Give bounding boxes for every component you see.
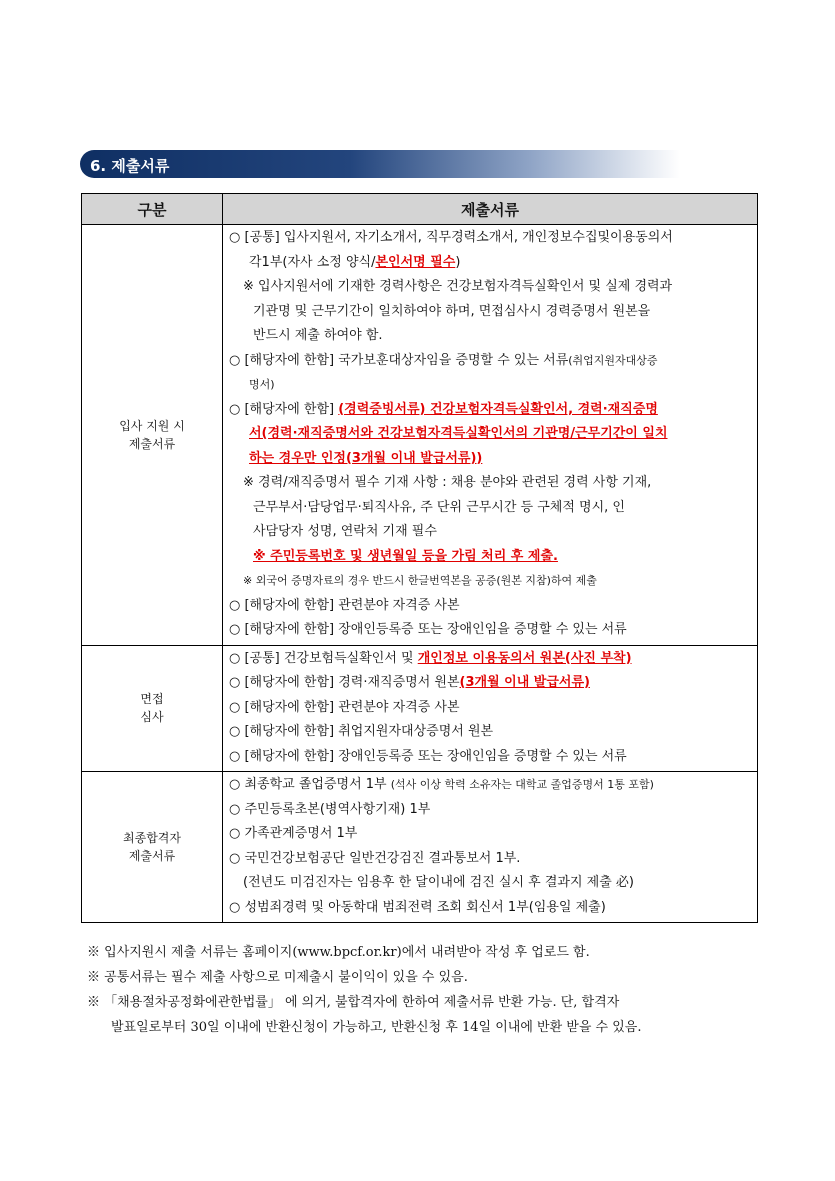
category-final: 최종합격자 제출서류	[82, 772, 223, 923]
list-item: 반드시 제출 하여야 함.	[253, 328, 383, 343]
header-category: 구분	[82, 194, 223, 225]
list-item: ○ [해당자에 한함] 국가보훈대상자임을 증명할 수 있는 서류(취업지원자대상증	[229, 352, 658, 368]
list-item: ※ 경력/재직증명서 필수 기재 사항 : 채용 분야와 관련된 경력 사항 기재,	[243, 475, 652, 490]
list-item: ○ 가족관계증명서 1부	[229, 826, 358, 841]
list-item: 명서)	[249, 378, 275, 391]
footnote: ※ 「채용절차공정화에관한법률」 에 의거, 불합격자에 한하여 제출서류 반환 가능. 단, 합격자	[87, 995, 620, 1010]
list-item: ○ 주민등록초본(병역사항기재) 1부	[229, 801, 431, 817]
list-item: ※ 주민등록번호 및 생년월일 등을 가림 처리 후 제출.	[253, 548, 558, 564]
footnote-continuation: 발표일로부터 30일 이내에 반환신청이 가능하고, 반환신청 후 14일 이내에 반환 받을 수 있음.	[111, 1020, 642, 1035]
footnote: ※ 공통서류는 필수 제출 사항으로 미제출시 불이익이 있을 수 있음.	[87, 970, 468, 985]
list-item: 각1부(자사 소정 양식/본인서명 필수)	[249, 254, 461, 270]
list-item: ○ 국민건강보험공단 일반건강검진 결과통보서 1부.	[229, 850, 521, 866]
list-item: 사담당자 성명, 연락처 기재 필수	[253, 524, 437, 539]
list-item: ○ [해당자에 한함] 관련분야 자격증 사본	[229, 597, 460, 613]
application-docs	[223, 225, 758, 646]
list-item: ○ 최종학교 졸업증명서 1부 (석사 이상 학력 소유자는 대학교 졸업증명서 1통 포함)	[229, 777, 654, 792]
list-item: (전년도 미검진자는 임용후 한 달이내에 검진 실시 후 결과지 제출 必)	[243, 875, 634, 890]
footnotes	[87, 940, 641, 1040]
list-item: ○ [해당자에 한함] (경력증빙서류) 건강보험자격득실확인서, 경력·재직증명	[229, 401, 658, 417]
category-application: 입사 지원 시 제출서류	[82, 225, 223, 646]
list-item: ○ [해당자에 한함] 경력·재직증명서 원본(3개월 이내 발급서류)	[229, 675, 590, 690]
list-item: 근무부서·담당업무·퇴직사유, 주 단위 근무시간 등 구체적 명시, 인	[253, 499, 625, 515]
list-item: ※ 입사지원서에 기재한 경력사항은 건강보험자격득실확인서 및 실제 경력과	[243, 279, 673, 294]
final-docs	[223, 772, 758, 923]
list-item: 서(경력·재직증명서와 건강보험자격득실확인서의 기관명/근무기간이 일치	[249, 426, 668, 441]
table-row	[82, 645, 758, 772]
list-item: 하는 경우만 인정(3개월 이내 발급서류))	[249, 450, 483, 466]
table-header-row	[82, 194, 758, 225]
table-row	[82, 772, 758, 923]
list-item: ○ [해당자에 한함] 취업지원자대상증명서 원본	[229, 724, 494, 739]
list-item: ○ [해당자에 한함] 장애인등록증 또는 장애인임을 증명할 수 있는 서류	[229, 748, 627, 764]
list-item: ○ [해당자에 한함] 장애인등록증 또는 장애인임을 증명할 수 있는 서류	[229, 622, 627, 637]
header-documents: 제출서류	[223, 194, 758, 225]
category-interview: 면접 심사	[82, 645, 223, 772]
list-item: ※ 외국어 증명자료의 경우 반드시 한글번역본을 공증(원본 지참)하여 제출	[243, 574, 597, 587]
list-item: ○ [공통] 입사지원서, 자기소개서, 직무경력소개서, 개인정보수집및이용동의서	[229, 230, 673, 245]
table-row	[82, 225, 758, 646]
list-item: 기관명 및 근무기간이 일치하여야 하며, 면접심사시 경력증명서 원본을	[253, 303, 651, 319]
section-header-bar	[80, 150, 680, 178]
footnote: ※ 입사지원시 제출 서류는 홈페이지(www.bpcf.or.kr)에서 내려받아 작성 후 업로드 함.	[87, 945, 590, 960]
list-item: ○ [해당자에 한함] 관련분야 자격증 사본	[229, 699, 460, 715]
list-item: ○ 성범죄경력 및 아동학대 범죄전력 조회 회신서 1부(임용일 제출)	[229, 899, 606, 915]
documents-table	[81, 193, 758, 923]
interview-docs	[223, 645, 758, 772]
section-title: 6. 제출서류	[90, 157, 170, 175]
list-item: ○ [공통] 건강보험득실확인서 및 개인정보 이용동의서 원본(사진 부착)	[229, 650, 632, 666]
